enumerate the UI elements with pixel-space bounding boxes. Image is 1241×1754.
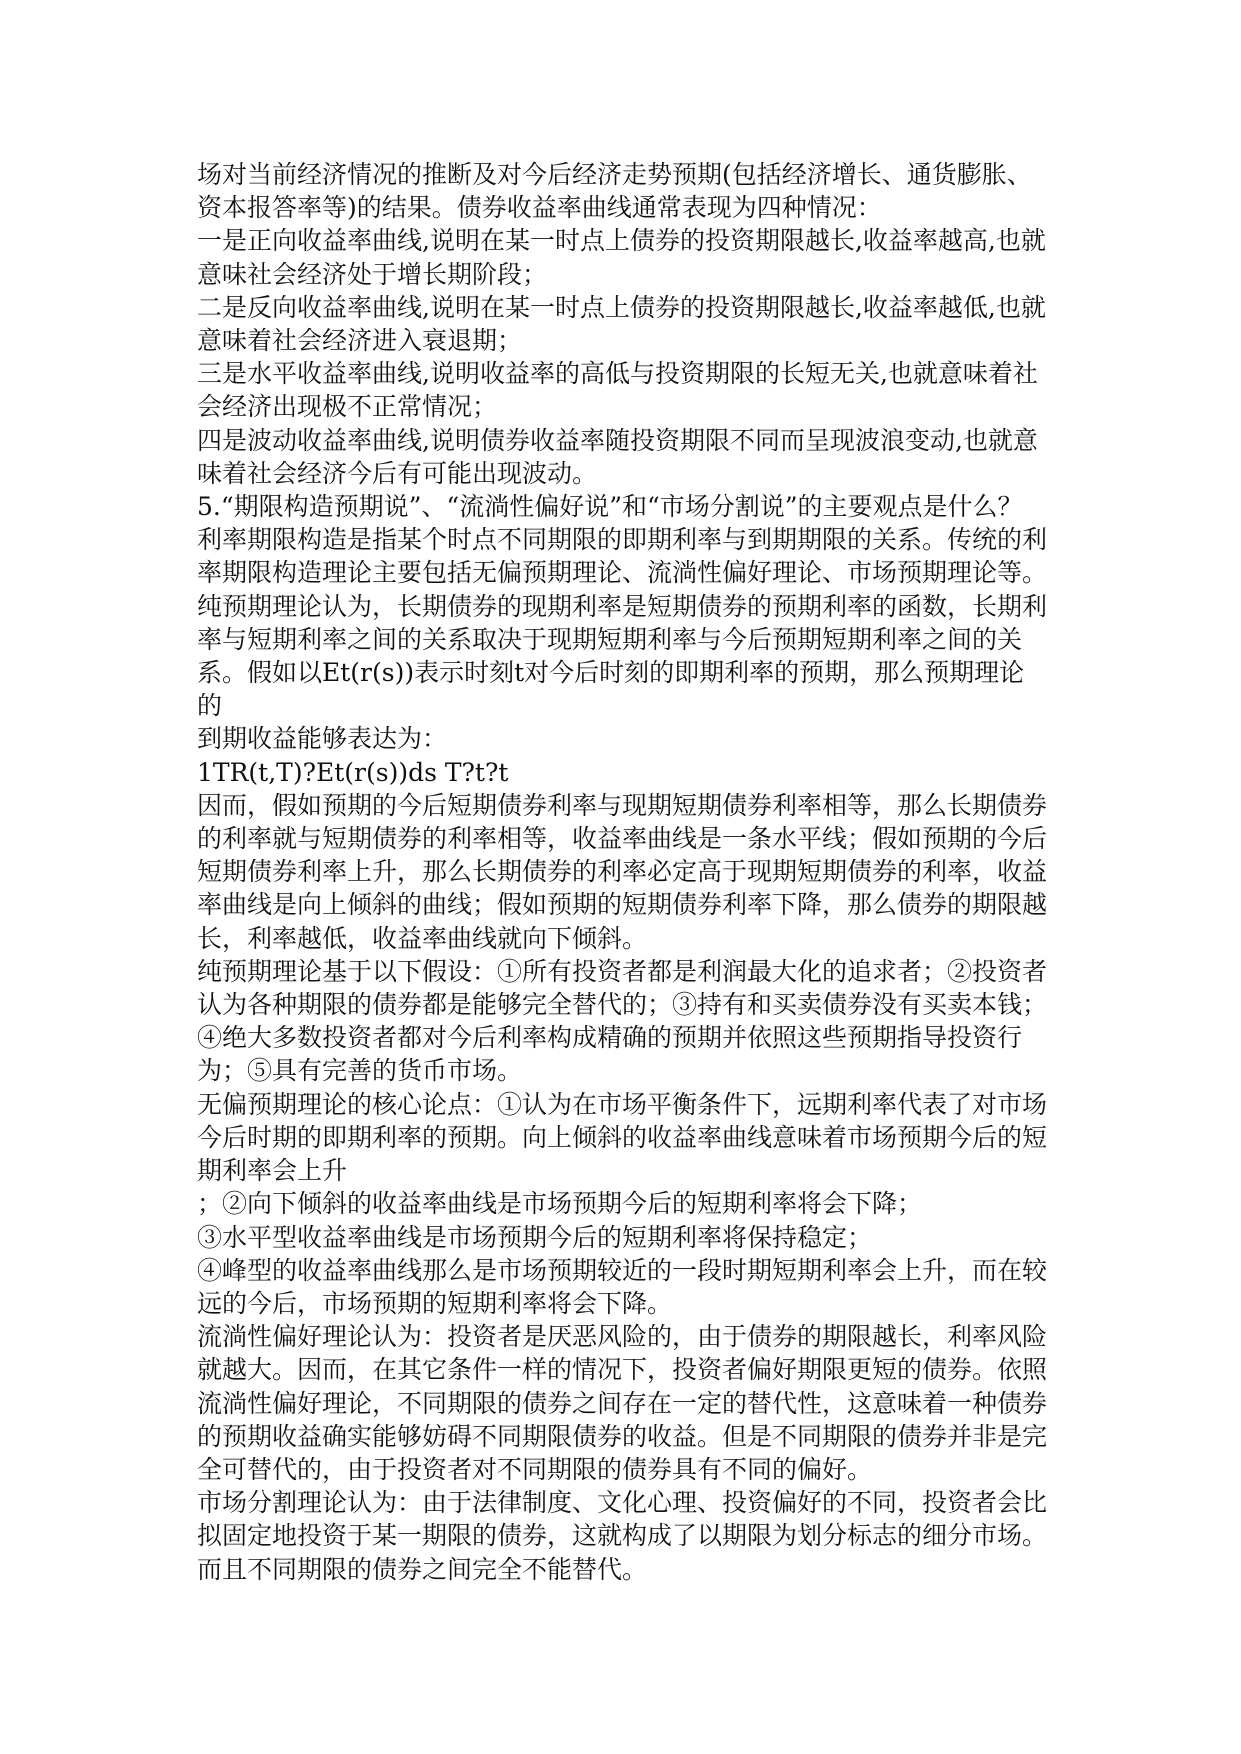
paragraph-flat-curve: 三是水平收益率曲线,说明收益率的高低与投资期限的长短无关,也就意味着社会经济出现极不正常情况； — [197, 359, 1038, 422]
paragraph-pure-expectations: 纯预期理论认为，长期债券的现期利率是短期债券的预期利率的函数，长期利率与短期利率之间的关系取决于现期短期利率与今后预期短期利率之间的关系。假如以Et(r(s))表示时刻t对今后时刻的即期利率的预期，那么预期理论的 — [197, 591, 1048, 721]
document-body — [197, 158, 1055, 1586]
paragraph-point-3: ③水平型收益率曲线是市场预期今后的短期利率将保持稳定； — [197, 1222, 873, 1252]
paragraph-unbiased-expectations: 无偏预期理论的核心论点：①认为在市场平衡条件下，远期利率代表了对市场今后时期的即期利率的预期。向上倾斜的收益率曲线意味着市场预期今后的短期利率会上升 — [197, 1089, 1048, 1186]
paragraph-expectations-implications: 因而，假如预期的今后短期债券利率与现期短期债券利率相等，那么长期债券的利率就与短期债券的利率相等，收益率曲线是一条水平线；假如预期的今后短期债券利率上升，那么长期债券的利率必定高于现期短期债券的利率，收益率曲线是向上倾斜的曲线；假如预期的短期债券利率下降，那么债券的期限越长，利率越低，收益率曲线就向下倾斜。 — [197, 790, 1048, 953]
paragraph-assumptions: 纯预期理论基于以下假设：①所有投资者都是利润最大化的追求者；②投资者认为各种期限的债券都是能够完全替代的；③持有和买卖债券没有买卖本钱；④绝大多数投资者都对今后利率构成精确的预期并依照这些预期指导投资行为；⑤具有完善的货币市场。 — [197, 956, 1048, 1086]
paragraph-point-4: ④峰型的收益率曲线那么是市场预期较近的一段时期短期利率会上升，而在较远的今后，市场预期的短期利率将会下降。 — [197, 1255, 1048, 1318]
paragraph-positive-curve: 一是正向收益率曲线,说明在某一时点上债券的投资期限越长,收益率越高,也就意味社会经济处于增长期阶段； — [197, 226, 1046, 289]
paragraph-humped-curve: 四是波动收益率曲线,说明债券收益率随投资期限不同而呈现波浪变动,也就意味着社会经济今后有可能出现波动。 — [197, 425, 1038, 488]
formula-line: 1TR(t,T)?Et(r(s))ds T?t?t — [197, 757, 509, 787]
paragraph-inverted-curve: 二是反向收益率曲线,说明在某一时点上债券的投资期限越长,收益率越低,也就意味着社会经济进入衰退期； — [197, 292, 1046, 356]
paragraph-market-segmentation: 市场分割理论认为：由于法律制度、文化心理、投资偏好的不同，投资者会比拟固定地投资于某一期限的债券，这就构成了以期限为划分标志的细分市场。 而且不同期限的债券之间完全不能替代。 — [197, 1488, 1055, 1584]
paragraph-yield-expression: 到期收益能够表达为： — [197, 724, 448, 754]
paragraph-term-structure-definition: 利率期限构造是指某个时点不同期限的即期利率与到期期限的关系。传统的利率期限构造理论主要包括无偏预期理论、流淌性偏好理论、市场预期理论等。 — [197, 525, 1048, 588]
question-heading: 5.“期限构造预期说”、“流淌性偏好说”和“市场分割说”的主要观点是什么？ — [197, 492, 1023, 522]
paragraph-point-2: ；②向下倾斜的收益率曲线是市场预期今后的短期利率将会下降； — [197, 1189, 923, 1219]
paragraph-liquidity-preference: 流淌性偏好理论认为：投资者是厌恶风险的，由于债券的期限越长，利率风险就越大。因而，在其它条件一样的情况下，投资者偏好期限更短的债券。依照流淌性偏好理论，不同期限的债券之间存在一定的替代性，这意味着一种债券的预期收益确实能够妨碍不同期限债券的收益。但是不同期限的债券并非是完全可替代的，由于投资者对不同期限的债券具有不同的偏好。 — [197, 1322, 1048, 1484]
paragraph-yield-curve-intro: 场对当前经济情况的推断及对今后经济走势预期(包括经济增长、通货膨胀、资本报答率等)的结果。债券收益率曲线通常表现为四种情况： — [197, 160, 1032, 223]
